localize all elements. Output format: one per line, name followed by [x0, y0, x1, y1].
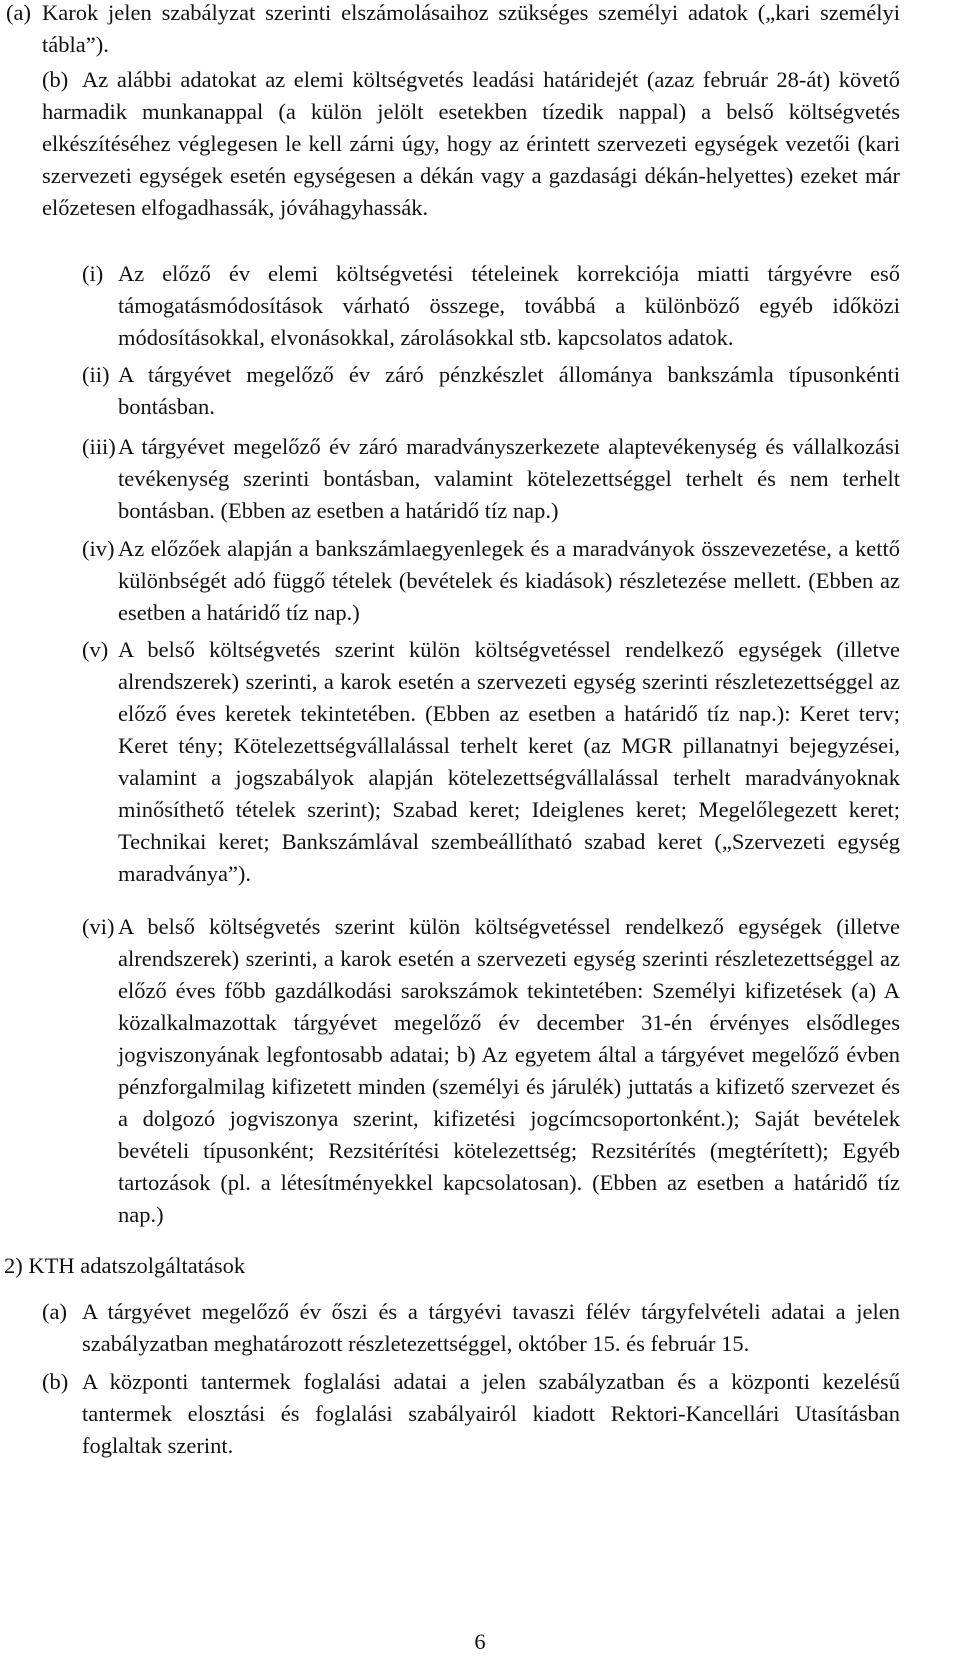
- item-b-paragraph: Az alábbi adatokat az elemi költségvetés leadási határidejét (azaz február 28-át) követő harmadik munkanappal (a külön jelölt esetekben tízedik nappal) a belső költségvetés elkészítéséhez véglegesen le kell zárni úgy, hogy az érintett szervezeti egységek vezetői (kari szervezeti egységek esetén egységesen a dékán vagy a gazdasági dékán-helyettes) ezeket már előzetesen elfogadhassák, jóváhagyhassák.: [42, 67, 900, 220]
- subitem-ii-text: [118, 359, 900, 423]
- subitem-ii-paragraph: A tárgyévet megelőző év záró pénzkészlet állománya bankszámla típusonkénti bontásban.: [118, 362, 900, 419]
- section2-item-a-label: (a): [42, 1299, 67, 1324]
- item-b-text: [42, 64, 900, 224]
- subitem-iii-text: [118, 431, 900, 527]
- subitem-iv-paragraph: Az előzőek alapján a bankszámlaegyenlegek és a maradványok összevezetése, a kettő különbségét adó függő tételek (bevételek és kiadások) részletezése mellett. (Ebben az esetben a határidő tíz nap.): [118, 536, 900, 625]
- subitem-vi-paragraph: A belső költségvetés szerint külön költségvetéssel rendelkező egységek (illetve alrendszerek) szerinti, a karok esetén a szervezeti egység szerinti részletezettséggel az előző éves főbb gazdálkodási sarokszámok tekintetében: Személyi kifizetések (a) A közalkalmazottak tárgyévet megelőző év december 31-én érvényes elsődleges jogviszonyának legfontosabb adatai; b) Az egyetem által a tárgyévet megelőző évben pénzforgalmilag kifizetett minden (személyi és járulék) juttatás a kifizető szervezet és a dolgozó jogviszonya szerint, kifizetési jogcímcsoportonként.); Saját bevételek bevételi típusonként; Rezsitérítési kötelezettség; Rezsitérítés (megtérített); Egyéb tartozások (pl. a létesítményekkel kapcsolatosan). (Ebben az esetben a határidő tíz nap.): [118, 914, 900, 1227]
- section2-item-a-paragraph: A tárgyévet megelőző év őszi és a tárgyévi tavaszi félév tárgyfelvételi adatai a jelen szabályzatban meghatározott részletezettséggel, október 15. és február 15.: [82, 1299, 900, 1356]
- item-b-label: (b): [42, 67, 69, 92]
- section2-item-b-text: [82, 1366, 900, 1462]
- subitem-v-paragraph: A belső költségvetés szerint külön költségvetéssel rendelkező egységek (illetve alrendszerek) szerinti, a karok esetén a szervezeti egység szerinti részletezettséggel az előző éves keretek tekintetében. (Ebben az esetben a határidő tíz nap.): Keret terv; Keret tény; Kötelezettségvállalással terhelt keret (az MGR pillanatnyi bejegyzései, valamint a jogszabályok alapján kötelezettségvállalással terhelt maradványoknak minősíthető tételek szerint); Szabad keret; Ideiglenes keret; Megelőlegezett keret; Technikai keret; Bankszámlával szembeállítható szabad keret („Szervezeti egység maradványa”).: [118, 637, 900, 886]
- subitem-ii-label: (ii): [82, 362, 110, 387]
- page-number: 6: [474, 1629, 486, 1654]
- item-a-label: (a): [6, 0, 31, 25]
- section2-item-b-paragraph: A központi tantermek foglalási adatai a jelen szabályzatban és a központi kezelésű tantermek elosztási és foglalási szabályairól kiadott Rektori-Kancellári Utasításban foglaltak szerint.: [82, 1369, 900, 1458]
- subitem-i-label: (i): [82, 261, 104, 286]
- subitem-vi-text: [118, 911, 900, 1231]
- item-a-text: [42, 0, 900, 61]
- subitem-i-paragraph: Az előző év elemi költségvetési tételeinek korrekciója miatti tárgyévre eső támogatásmódosítások várható összege, továbbá a különböző egyéb időközi módosításokkal, elvonásokkal, zárolásokkal stb. kapcsolatos adatok.: [118, 261, 900, 350]
- subitem-vi-label: (vi): [82, 914, 115, 939]
- subitem-iii-paragraph: A tárgyévet megelőző év záró maradványszerkezete alaptevékenység és vállalkozási tevékenység szerinti bontásban, valamint kötelezettséggel terhelt és nem terhelt bontásban. (Ebben az esetben a határidő tíz nap.): [118, 434, 900, 523]
- section2-item-a-text: [82, 1296, 900, 1360]
- subitem-v-text: [118, 634, 900, 890]
- subitem-i-text: [118, 258, 900, 354]
- subitem-iv-label: (iv): [82, 536, 115, 561]
- subitem-iv-text: [118, 533, 900, 629]
- subitem-iii-label: (iii): [82, 434, 116, 459]
- subitem-v-label: (v): [82, 637, 109, 662]
- section2-item-b-label: (b): [42, 1369, 69, 1394]
- section-2-heading: 2) KTH adatszolgáltatások: [4, 1253, 246, 1278]
- item-a-paragraph: Karok jelen szabályzat szerinti elszámolásaihoz szükséges személyi adatok („kari személyi tábla”).: [42, 0, 900, 57]
